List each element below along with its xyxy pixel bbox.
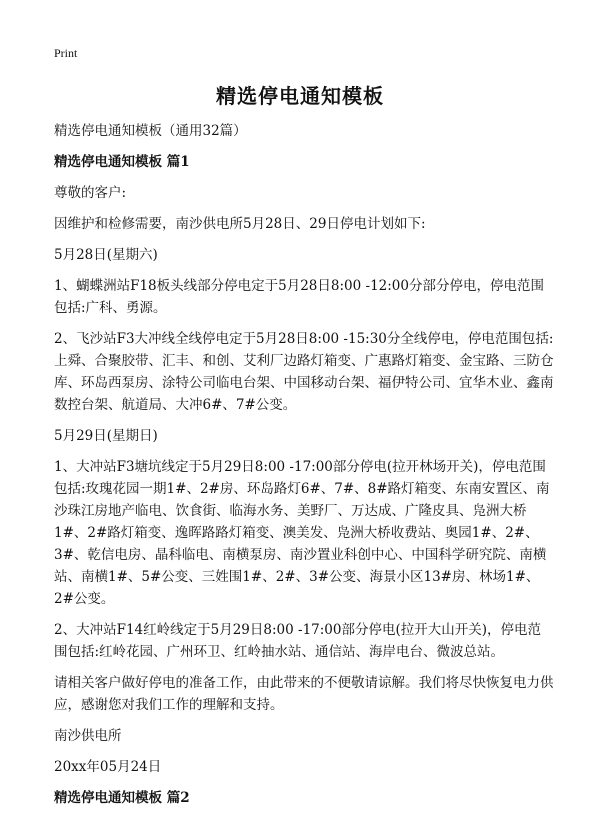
outage-item-1: 1、蝴蝶洲站F18板头线部分停电定于5月28日8:00 -12:00分部分停电，停电范围包括:广科、勇源。 — [54, 278, 544, 316]
document-subtitle: 精选停电通知模板（通用32篇） — [54, 123, 247, 139]
intro-paragraph: 因维护和检修需要，南沙供电所5月28日、29日停电计划如下: — [54, 216, 426, 232]
closing-paragraph: 请相关客户做好停电的准备工作，由此带来的不便敬请谅解。我们将尽快恢复电力供应，感谢您对我们工作的理解和支持。 — [54, 675, 554, 713]
section-heading-2: 精选停电通知模板 篇2 — [54, 790, 190, 806]
date-heading-1: 5月28日(星期六) — [54, 247, 158, 263]
signature-date: 20xx年05月24日 — [54, 759, 162, 775]
print-label: Print — [54, 46, 78, 60]
page-title: 精选停电通知模板 — [216, 84, 384, 108]
section-heading-1: 精选停电通知模板 篇1 — [54, 154, 190, 170]
document-body — [54, 120, 554, 818]
greeting-text: 尊敬的客户: — [54, 185, 127, 201]
signature: 南沙供电所 — [54, 728, 122, 744]
outage-item-3: 1、大冲站F3塘坑线定于5月29日8:00 -17:00部分停电(拉开林场开关)，停电范围包括:玫瑰花园一期1#、2#房、环岛路灯6#、7#、8#路灯箱变、东南安置区、南沙珠江房地产临电、饮食街、临海水务、美野厂、万达成、广隆皮具、凫洲大桥1#、2#路灯箱变、逸晖路路灯箱变、澳美发、凫洲大桥收费站、奥园1#、2#、3#、乾信电房、晶科临电、南横泵房、南沙置业科创中心、中国科学研究院、南横站、南横1#、5#公变、三姓围1#、2#、3#公变、海景小区13#房、林场1#、2#公变。 — [54, 459, 550, 607]
date-heading-2: 5月29日(星期日) — [54, 428, 158, 444]
outage-item-2: 2、飞沙站F3大冲线全线停电定于5月28日8:00 -15:30分全线停电，停电范围包括:上舜、合聚胶带、汇丰、和创、艾利厂边路灯箱变、广惠路灯箱变、金宝路、三防仓库、环岛西泵房、涂特公司临电台架、中国移动台架、福伊特公司、宜华木业、鑫南数控台架、航道局、大冲6#、7#公变。 — [54, 331, 554, 413]
outage-item-4: 2、大冲站F14红岭线定于5月29日8:00 -17:00部分停电(拉开大山开关)，停电范围包括:红岭花园、广州环卫、红岭抽水站、通信站、海岸电台、微波总站。 — [54, 622, 542, 660]
